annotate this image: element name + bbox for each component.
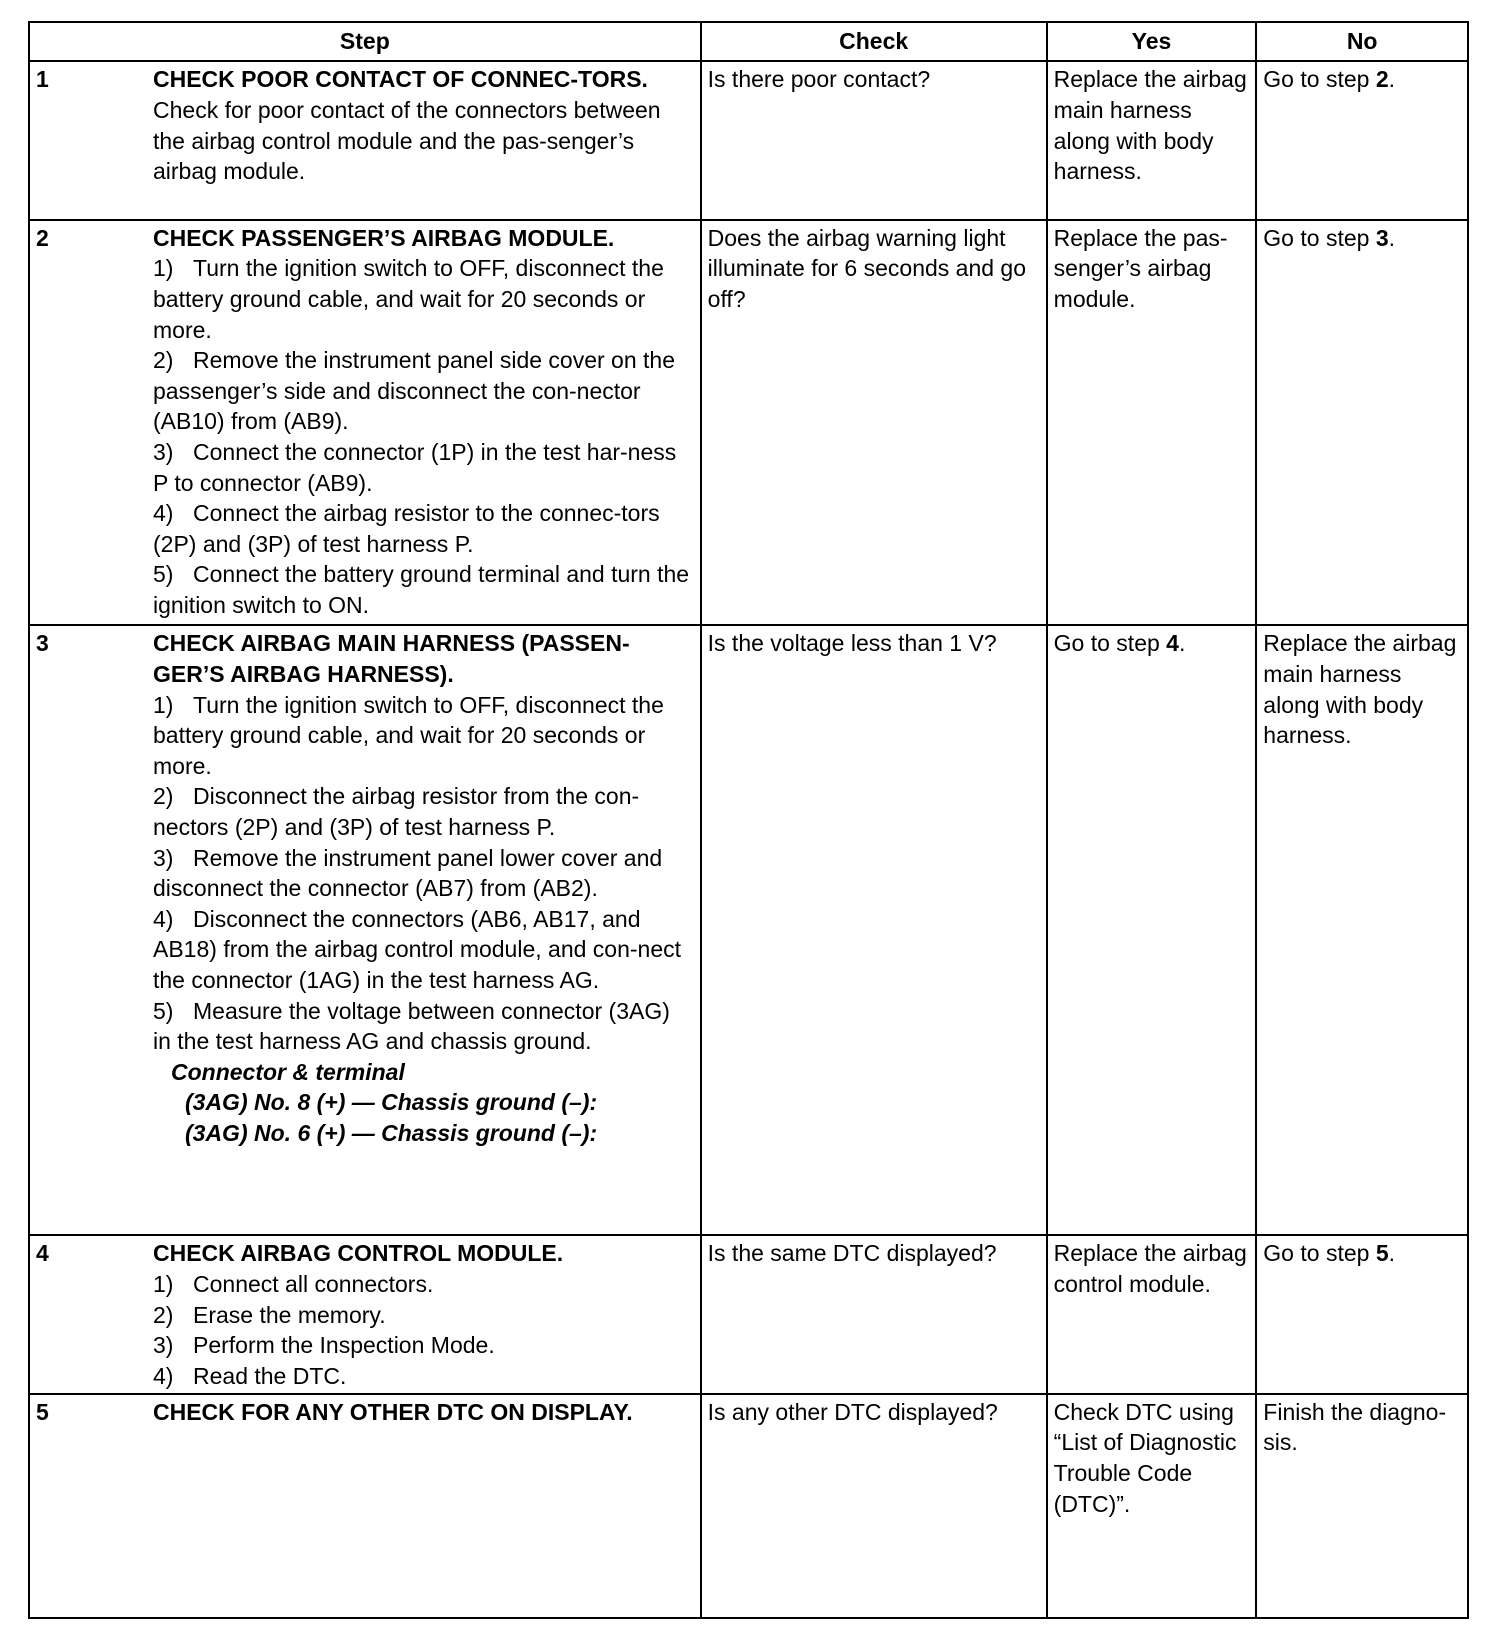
step-cell <box>29 61 701 220</box>
diagnostic-table <box>28 21 1469 1619</box>
table-row <box>29 625 1468 1235</box>
no-text: Go to step <box>1263 224 1376 251</box>
substep: 5) Measure the voltage between connector (3AG) in the test harness AG and chassis ground. <box>153 997 670 1055</box>
no-suffix: . <box>1388 224 1395 251</box>
header-check: Check <box>701 22 1047 61</box>
header-yes: Yes <box>1047 22 1257 61</box>
yes-cell: Replace the airbag main harness along with body harness. <box>1047 61 1257 220</box>
table-row <box>29 1235 1468 1394</box>
step-number: 2 <box>36 224 49 251</box>
substep: 5) Connect the battery ground terminal and turn the ignition switch to ON. <box>153 561 690 619</box>
no-cell <box>1256 1235 1468 1394</box>
check-cell: Is any other DTC displayed? <box>701 1394 1047 1618</box>
substep: 1) Turn the ignition switch to OFF, disconnect the battery ground cable, and wait for 20 seconds or more. <box>153 255 664 343</box>
no-cell <box>1256 61 1468 220</box>
step-number: 1 <box>36 66 49 93</box>
no-suffix: . <box>1388 1240 1395 1267</box>
step-title: CHECK POOR CONTACT OF CONNEC-TORS. <box>153 66 648 93</box>
step-number: 3 <box>36 630 49 657</box>
no-cell <box>1256 220 1468 626</box>
no-step-ref: 5 <box>1375 1240 1389 1267</box>
step-title: CHECK AIRBAG CONTROL MODULE. <box>153 1240 564 1267</box>
substep: 4) Read the DTC. <box>153 1362 347 1389</box>
substep: 3) Remove the instrument panel lower cover and disconnect the connector (AB7) from (AB2). <box>153 844 663 902</box>
step-title: CHECK PASSENGER’S AIRBAG MODULE. <box>153 224 615 251</box>
substep: 2) Remove the instrument panel side cover on the passenger’s side and disconnect the con-nector (AB10) from (AB9). <box>153 347 675 435</box>
no-cell: Finish the diagno-sis. <box>1256 1394 1468 1618</box>
table-row <box>29 1394 1468 1618</box>
check-cell: Is the same DTC displayed? <box>701 1235 1047 1394</box>
step-cell <box>29 1394 701 1618</box>
no-cell: Replace the airbag main harness along with body harness. <box>1256 625 1468 1235</box>
check-cell: Does the airbag warning light illuminate for 6 seconds and go off? <box>701 220 1047 626</box>
substep: 4) Disconnect the connectors (AB6, AB17, and AB18) from the airbag control module, and con-nect the connector (1AG) in the test harness AG. <box>153 905 682 994</box>
header-step: Step <box>29 22 701 61</box>
substep: 2) Disconnect the airbag resistor from the con-nectors (2P) and (3P) of test harness P. <box>153 783 640 841</box>
step-number: 4 <box>36 1240 49 1267</box>
no-text: Go to step <box>1263 1240 1376 1267</box>
step-cell <box>29 1235 701 1394</box>
yes-text: Go to step <box>1053 630 1167 657</box>
table-row <box>29 61 1468 220</box>
yes-suffix: . <box>1178 630 1186 657</box>
no-text: Go to step <box>1263 66 1376 93</box>
step-cell <box>29 220 701 626</box>
terminal-line: (3AG) No. 6 (+) — Chassis ground (–): <box>185 1119 598 1146</box>
table-row <box>29 220 1468 626</box>
step-description: Check for poor contact of the connectors between the airbag control module and the pas-senger’s airbag module. <box>153 96 661 185</box>
yes-cell: Check DTC using “List of Diagnostic Trouble Code (DTC)”. <box>1047 1394 1257 1618</box>
header-no: No <box>1256 22 1468 61</box>
terminal-line: (3AG) No. 8 (+) — Chassis ground (–): <box>185 1089 598 1116</box>
step-number: 5 <box>36 1398 49 1425</box>
substep: 1) Connect all connectors. <box>153 1270 434 1297</box>
check-cell: Is the voltage less than 1 V? <box>701 625 1047 1235</box>
substep: 3) Perform the Inspection Mode. <box>153 1332 495 1359</box>
header-row <box>29 22 1468 61</box>
no-suffix: . <box>1388 66 1395 93</box>
step-title: CHECK FOR ANY OTHER DTC ON DISPLAY. <box>153 1398 633 1425</box>
terminal-heading: Connector & terminal <box>171 1058 405 1085</box>
substep: 2) Erase the memory. <box>153 1301 386 1328</box>
substep: 4) Connect the airbag resistor to the connec-tors (2P) and (3P) of test harness P. <box>153 500 660 557</box>
substep: 3) Connect the connector (1P) in the test har-ness P to connector (AB9). <box>153 439 677 496</box>
yes-cell: Replace the airbag control module. <box>1047 1235 1257 1394</box>
yes-cell: Replace the pas-senger’s airbag module. <box>1047 220 1257 626</box>
no-step-ref: 3 <box>1375 224 1389 251</box>
yes-cell <box>1047 625 1257 1235</box>
no-step-ref: 2 <box>1375 66 1389 93</box>
yes-step-ref: 4 <box>1166 630 1179 657</box>
step-cell <box>29 625 701 1235</box>
substep: 1) Turn the ignition switch to OFF, disconnect the battery ground cable, and wait for 20 seconds or more. <box>153 691 664 779</box>
step-title: CHECK AIRBAG MAIN HARNESS (PASSEN-GER’S AIRBAG HARNESS). <box>153 630 630 688</box>
check-cell: Is there poor contact? <box>701 61 1047 220</box>
